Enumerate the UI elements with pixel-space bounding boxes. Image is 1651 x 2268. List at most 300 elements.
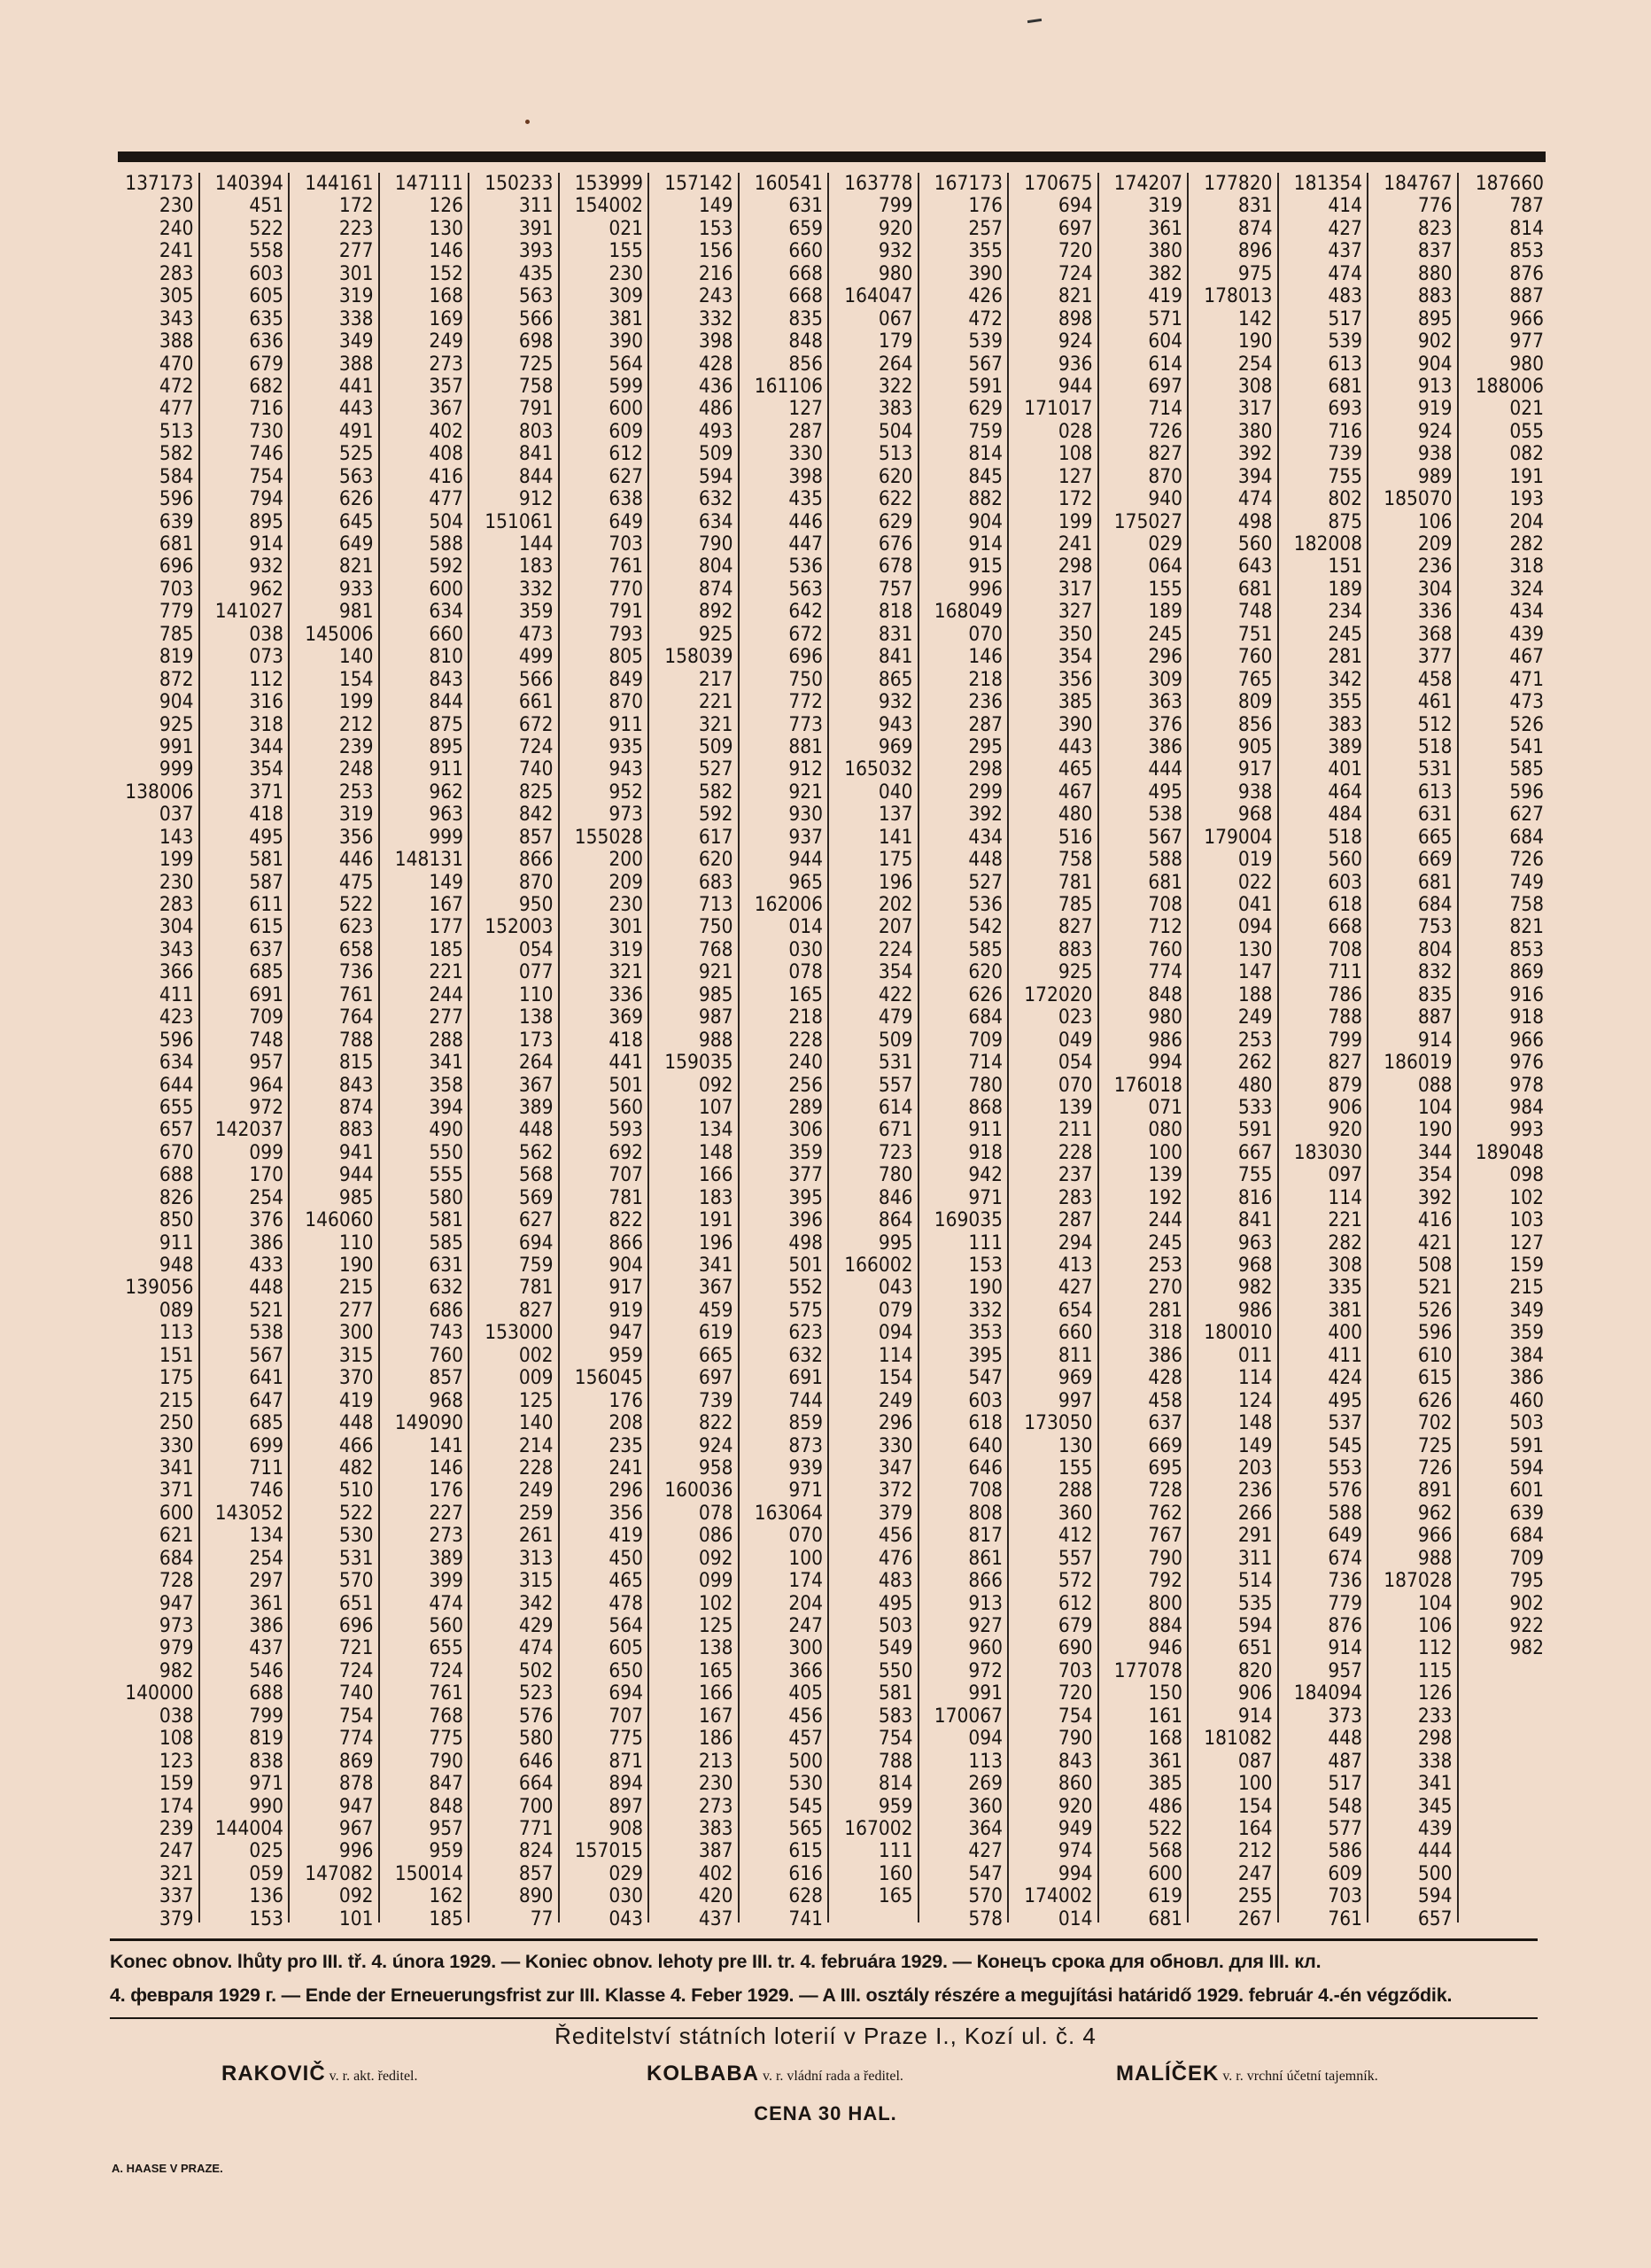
number-column <box>560 172 650 1930</box>
ticket-number: 433 <box>249 1254 283 1277</box>
ticket-number: 386 <box>1148 1343 1182 1367</box>
ticket-number: 996 <box>338 1839 374 1863</box>
ticket-number: 288 <box>429 1028 463 1052</box>
ticket-number: 149 <box>429 870 463 894</box>
ticket-number: 291 <box>1237 1524 1273 1548</box>
ticket-number: 475 <box>338 870 374 894</box>
ticket-number: 582 <box>698 780 733 804</box>
ticket-number: 233 <box>1417 1704 1453 1728</box>
ticket-number: 894 <box>608 1772 643 1796</box>
ticket-number: 811 <box>1058 1343 1093 1367</box>
ticket-number: 696 <box>788 645 823 669</box>
ticket-number: 665 <box>698 1343 733 1367</box>
ticket-number: 190 <box>338 1254 374 1277</box>
ticket-number: 660 <box>788 239 823 263</box>
ticket-number: 716 <box>1328 419 1362 443</box>
ticket-number: 389 <box>1328 734 1362 758</box>
ticket-number: 451 <box>249 194 283 218</box>
ticket-number: 605 <box>249 284 283 308</box>
ticket-number: 547 <box>968 1861 1003 1885</box>
ticket-number: 779 <box>1328 1591 1362 1615</box>
ticket-number: 184767 <box>1384 172 1453 195</box>
ticket-number: 654 <box>1058 1298 1093 1322</box>
ticket-number: 918 <box>968 1140 1003 1164</box>
ticket-number: 059 <box>249 1861 283 1885</box>
ticket-number: 338 <box>338 307 374 330</box>
number-column <box>290 172 380 1930</box>
ticket-number: 991 <box>159 734 194 758</box>
ticket-number: 185070 <box>1384 487 1453 511</box>
ticket-number: 165 <box>698 1658 733 1682</box>
ticket-number: 958 <box>698 1456 733 1480</box>
ticket-number: 599 <box>608 374 643 398</box>
ticket-number: 676 <box>878 532 913 555</box>
ticket-number: 972 <box>968 1658 1003 1682</box>
ticket-number: 153999 <box>574 172 643 195</box>
ticket-number: 224 <box>878 937 913 961</box>
ticket-number: 525 <box>338 442 374 466</box>
ticket-number: 545 <box>1328 1433 1362 1457</box>
ticket-number: 887 <box>1509 284 1544 308</box>
ticket-number: 914 <box>249 532 283 555</box>
signatory-title: v. r. vládní rada a ředitel. <box>763 2069 903 2084</box>
ticket-number: 170067 <box>934 1704 1003 1728</box>
ticket-number: 356 <box>338 825 374 849</box>
ticket-number: 283 <box>159 893 194 916</box>
ticket-number: 972 <box>249 1095 283 1119</box>
ticket-number: 77 <box>530 1907 554 1930</box>
ticket-number: 835 <box>1417 983 1453 1006</box>
ticket-number: 428 <box>698 352 733 376</box>
ticket-number: 025 <box>249 1839 283 1863</box>
ticket-number: 172 <box>1058 487 1093 511</box>
ticket-number: 175027 <box>1113 509 1182 533</box>
ticket-number: 148 <box>698 1140 733 1164</box>
ticket-number: 100 <box>1237 1772 1273 1796</box>
number-column <box>110 172 200 1930</box>
ticket-number: 283 <box>159 261 194 285</box>
ticket-number: 029 <box>608 1861 643 1885</box>
ticket-number: 639 <box>1509 1501 1544 1525</box>
ticket-number: 790 <box>698 532 733 555</box>
ticket-number: 870 <box>1148 464 1182 488</box>
ticket-number: 615 <box>1417 1366 1453 1390</box>
ticket-number: 643 <box>1237 555 1273 579</box>
ticket-number: 835 <box>788 307 823 330</box>
ticket-number: 023 <box>1058 1006 1093 1029</box>
ticket-number: 919 <box>1417 397 1453 421</box>
ticket-number: 330 <box>159 1433 194 1457</box>
ticket-number: 724 <box>1058 261 1093 285</box>
ticket-number: 355 <box>968 239 1003 263</box>
ticket-number: 636 <box>249 330 283 353</box>
ticket-number: 918 <box>1509 1006 1544 1029</box>
ticket-number: 728 <box>159 1569 194 1593</box>
ticket-number: 639 <box>159 509 194 533</box>
ticket-number: 394 <box>429 1095 463 1119</box>
ticket-number: 301 <box>338 261 374 285</box>
ticket-number: 152 <box>429 261 463 285</box>
ticket-number: 927 <box>968 1614 1003 1637</box>
ticket-number: 604 <box>1148 330 1182 353</box>
ticket-number: 509 <box>698 442 733 466</box>
ticket-number: 650 <box>608 1658 643 1682</box>
ticket-number: 199 <box>1058 509 1093 533</box>
ticket-number: 966 <box>1509 1028 1544 1052</box>
ticket-number: 523 <box>518 1682 554 1705</box>
ticket-number: 988 <box>698 1028 733 1052</box>
ticket-number: 387 <box>698 1839 733 1863</box>
ticket-number: 395 <box>788 1185 823 1209</box>
ticket-number: 161 <box>1148 1704 1182 1728</box>
ticket-number: 980 <box>1509 352 1544 376</box>
ticket-number: 700 <box>518 1794 554 1818</box>
ticket-number: 912 <box>518 487 554 511</box>
ticket-number: 632 <box>698 487 733 511</box>
ticket-number: 517 <box>1328 307 1362 330</box>
ticket-number: 394 <box>1237 464 1273 488</box>
ticket-number: 474 <box>1237 487 1273 511</box>
ticket-number: 869 <box>1509 960 1544 984</box>
ticket-number: 165 <box>878 1884 913 1908</box>
ticket-number: 774 <box>1148 960 1182 984</box>
ticket-number: 866 <box>968 1569 1003 1593</box>
ticket-number: 914 <box>1237 1704 1273 1728</box>
ticket-number: 168 <box>1148 1727 1182 1751</box>
ticket-number: 596 <box>1417 1321 1453 1345</box>
ticket-number: 947 <box>608 1321 643 1345</box>
ticket-number: 516 <box>1058 825 1093 849</box>
ticket-number: 079 <box>878 1298 913 1322</box>
ticket-number: 176 <box>429 1479 463 1503</box>
ticket-number: 513 <box>159 419 194 443</box>
ticket-number: 521 <box>249 1298 283 1322</box>
ticket-number: 448 <box>968 848 1003 872</box>
ticket-number: 613 <box>1417 780 1453 804</box>
ticket-number: 088 <box>1417 1073 1453 1097</box>
ticket-number: 115 <box>1417 1658 1453 1682</box>
ticket-number: 183030 <box>1293 1140 1362 1164</box>
ticket-number: 388 <box>159 330 194 353</box>
ticket-number: 139 <box>1058 1095 1093 1119</box>
ticket-number: 984 <box>1509 1095 1544 1119</box>
ticket-number: 799 <box>878 194 913 218</box>
ticket-number: 982 <box>159 1658 194 1682</box>
ticket-number: 299 <box>968 780 1003 804</box>
ticket-number: 412 <box>1058 1524 1093 1548</box>
ticket-number: 273 <box>429 352 463 376</box>
ticket-number: 153 <box>698 216 733 240</box>
ticket-number: 827 <box>1058 915 1093 939</box>
ticket-number: 647 <box>249 1388 283 1412</box>
ticket-number: 920 <box>1058 1794 1093 1818</box>
ticket-number: 646 <box>518 1749 554 1773</box>
ticket-number: 187660 <box>1475 172 1544 195</box>
ticket-number: 521 <box>1417 1276 1453 1300</box>
ticket-number: 113 <box>159 1321 194 1345</box>
ticket-number: 223 <box>338 216 374 240</box>
ticket-number: 553 <box>1328 1456 1362 1480</box>
ticket-number: 716 <box>249 397 283 421</box>
ticket-number: 632 <box>429 1276 463 1300</box>
ticket-number: 245 <box>1148 622 1182 646</box>
ticket-number: 980 <box>878 261 913 285</box>
ticket-number: 593 <box>608 1118 643 1142</box>
signatory-name: MALÍČEK <box>1116 2062 1220 2085</box>
ticket-number: 938 <box>1237 780 1273 804</box>
ticket-number: 080 <box>1148 1118 1182 1142</box>
ticket-number: 269 <box>968 1772 1003 1796</box>
ticket-number: 473 <box>1509 690 1544 714</box>
ticket-number: 311 <box>1237 1546 1273 1570</box>
ticket-number: 377 <box>1417 645 1453 669</box>
ticket-number: 355 <box>1328 690 1362 714</box>
ticket-number: 189 <box>1328 577 1362 601</box>
ticket-number: 614 <box>1148 352 1182 376</box>
ticket-number: 243 <box>698 284 733 308</box>
ticket-number: 386 <box>249 1614 283 1637</box>
ticket-number: 037 <box>159 803 194 827</box>
ticket-number: 354 <box>878 960 913 984</box>
ticket-number: 465 <box>608 1569 643 1593</box>
ticket-number: 997 <box>1058 1388 1093 1412</box>
ticket-number: 446 <box>788 509 823 533</box>
ticket-number: 690 <box>1058 1636 1093 1660</box>
ticket-number: 669 <box>1148 1433 1182 1457</box>
ticket-number: 078 <box>698 1501 733 1525</box>
ticket-number: 578 <box>968 1907 1003 1930</box>
ticket-number: 319 <box>338 284 374 308</box>
ticket-number: 822 <box>698 1411 733 1435</box>
ticket-number: 230 <box>608 261 643 285</box>
ticket-number: 793 <box>608 622 643 646</box>
ticket-number: 848 <box>788 330 823 353</box>
ticket-number: 174 <box>159 1794 194 1818</box>
ticket-number: 067 <box>878 307 913 330</box>
ticket-number: 360 <box>1058 1501 1093 1525</box>
ticket-number: 600 <box>429 577 463 601</box>
ticket-number: 612 <box>1058 1591 1093 1615</box>
ticket-number: 248 <box>338 757 374 781</box>
ticket-number: 330 <box>788 442 823 466</box>
ticket-number: 448 <box>1328 1727 1362 1751</box>
ticket-number: 987 <box>698 1006 733 1029</box>
ticket-number: 308 <box>1237 374 1273 398</box>
ticket-number: 938 <box>1417 442 1453 466</box>
ticket-number: 847 <box>429 1772 463 1796</box>
ticket-number: 137173 <box>125 172 194 195</box>
ticket-number: 913 <box>968 1591 1003 1615</box>
ticket-number: 358 <box>429 1073 463 1097</box>
ticket-number: 166 <box>698 1682 733 1705</box>
ticket-number: 645 <box>338 509 374 533</box>
ticket-number: 805 <box>608 645 643 669</box>
ticket-number: 882 <box>968 487 1003 511</box>
ticket-number: 876 <box>1328 1614 1362 1637</box>
ticket-number: 881 <box>788 734 823 758</box>
ticket-number: 822 <box>608 1208 643 1232</box>
number-column <box>1009 172 1099 1930</box>
ticket-number: 236 <box>1237 1479 1273 1503</box>
ticket-number: 155 <box>1148 577 1182 601</box>
ticket-number: 221 <box>698 690 733 714</box>
ticket-number: 247 <box>1237 1861 1273 1885</box>
ticket-number: 108 <box>1058 442 1093 466</box>
ticket-number: 499 <box>518 645 554 669</box>
ticket-number: 913 <box>1417 374 1453 398</box>
ticket-number: 790 <box>1148 1546 1182 1570</box>
ticket-number: 592 <box>429 555 463 579</box>
ticket-number: 596 <box>1509 780 1544 804</box>
ticket-number: 149 <box>698 194 733 218</box>
ticket-number: 146 <box>429 239 463 263</box>
number-column <box>200 172 291 1930</box>
ticket-number: 041 <box>1237 893 1273 916</box>
ticket-number: 800 <box>1148 1591 1182 1615</box>
ticket-number: 563 <box>518 284 554 308</box>
ticket-number: 245 <box>1328 622 1362 646</box>
ticket-number: 360 <box>968 1794 1003 1818</box>
ticket-number: 799 <box>249 1704 283 1728</box>
ticket-number: 779 <box>159 600 194 624</box>
ticket-number: 259 <box>518 1501 554 1525</box>
ticket-number: 363 <box>1148 690 1182 714</box>
ticket-number: 915 <box>968 555 1003 579</box>
ticket-number: 967 <box>338 1816 374 1840</box>
ticket-number: 591 <box>1509 1433 1544 1457</box>
ticket-number: 522 <box>249 216 283 240</box>
ticket-number: 094 <box>968 1727 1003 1751</box>
ticket-number: 948 <box>159 1254 194 1277</box>
ticket-number: 216 <box>698 261 733 285</box>
ticket-number: 575 <box>788 1298 823 1322</box>
ticket-number: 315 <box>518 1569 554 1593</box>
ticket-number: 510 <box>338 1479 374 1503</box>
ticket-number: 106 <box>1417 509 1453 533</box>
ticket-number: 703 <box>159 577 194 601</box>
ticket-number: 261 <box>518 1524 554 1548</box>
ticket-number: 460 <box>1509 1388 1544 1412</box>
ticket-number: 721 <box>338 1636 374 1660</box>
ticket-number: 691 <box>249 983 283 1006</box>
ticket-number: 906 <box>1237 1682 1273 1705</box>
ticket-number: 517 <box>1328 1772 1362 1796</box>
ticket-number: 014 <box>1058 1907 1093 1930</box>
ticket-number: 287 <box>788 419 823 443</box>
ticket-number: 533 <box>1237 1095 1273 1119</box>
ticket-number: 781 <box>1058 870 1093 894</box>
ticket-number: 963 <box>429 803 463 827</box>
ticket-number: 634 <box>698 509 733 533</box>
ticket-number: 209 <box>1417 532 1453 555</box>
ticket-number: 974 <box>1058 1839 1093 1863</box>
ticket-number: 495 <box>1328 1388 1362 1412</box>
ticket-number: 283 <box>1058 1185 1093 1209</box>
ticket-number: 660 <box>429 622 463 646</box>
ticket-number: 966 <box>1417 1524 1453 1548</box>
ticket-number: 555 <box>429 1163 463 1187</box>
ticket-number: 920 <box>878 216 913 240</box>
ticket-number: 130 <box>1237 937 1273 961</box>
ticket-number: 640 <box>968 1433 1003 1457</box>
ticket-number: 585 <box>429 1231 463 1254</box>
ticket-number: 257 <box>968 216 1003 240</box>
ticket-number: 943 <box>608 757 643 781</box>
ticket-number: 916 <box>1509 983 1544 1006</box>
ticket-number: 390 <box>608 330 643 353</box>
ticket-number: 990 <box>249 1794 283 1818</box>
ticket-number: 174002 <box>1024 1884 1093 1908</box>
ticket-number: 581 <box>429 1208 463 1232</box>
ticket-number: 567 <box>968 352 1003 376</box>
ticket-number: 536 <box>968 893 1003 916</box>
ticket-number: 441 <box>608 1051 643 1075</box>
ticket-number: 168049 <box>934 600 1003 624</box>
price: CENA 30 HAL. <box>754 2102 897 2124</box>
ticket-number: 236 <box>1417 555 1453 579</box>
ticket-number: 571 <box>1148 307 1182 330</box>
ticket-number: 539 <box>1328 330 1362 353</box>
ticket-number: 634 <box>159 1051 194 1075</box>
ticket-number: 562 <box>518 1140 554 1164</box>
ticket-number: 668 <box>1328 915 1362 939</box>
ticket-number: 538 <box>1148 803 1182 827</box>
ticket-number: 151 <box>159 1343 194 1367</box>
ticket-number: 694 <box>1058 194 1093 218</box>
ticket-number: 191 <box>1509 464 1544 488</box>
ticket-number: 943 <box>878 712 913 736</box>
ticket-number: 383 <box>698 1816 733 1840</box>
ticket-number: 474 <box>1328 261 1362 285</box>
ticket-number: 557 <box>878 1073 913 1097</box>
ticket-number: 183 <box>698 1185 733 1209</box>
ticket-number: 614 <box>878 1095 913 1119</box>
ticket-number: 241 <box>159 239 194 263</box>
ticket-number: 751 <box>1237 622 1273 646</box>
ticket-number: 740 <box>338 1682 374 1705</box>
ticket-number: 319 <box>1148 194 1182 218</box>
ticket-number: 937 <box>788 825 823 849</box>
ticket-number: 768 <box>698 937 733 961</box>
ticket-number: 581 <box>249 848 283 872</box>
ticket-number: 921 <box>788 780 823 804</box>
ticket-number: 244 <box>1148 1208 1182 1232</box>
ticket-number: 389 <box>429 1546 463 1570</box>
ticket-number: 401 <box>1328 757 1362 781</box>
ticket-number: 914 <box>968 532 1003 555</box>
ticket-number: 022 <box>1237 870 1273 894</box>
ticket-number: 163064 <box>754 1501 823 1525</box>
ticket-number: 684 <box>1417 893 1453 916</box>
ticket-number: 304 <box>159 915 194 939</box>
ticket-number: 477 <box>429 487 463 511</box>
ticket-number: 971 <box>249 1772 283 1796</box>
ticket-number: 646 <box>968 1456 1003 1480</box>
ticket-number: 189 <box>1148 600 1182 624</box>
ticket-number: 386 <box>249 1231 283 1254</box>
ticket-number: 875 <box>429 712 463 736</box>
signatory-kolbaba <box>647 2062 903 2086</box>
ticket-number: 707 <box>608 1704 643 1728</box>
ticket-number: 692 <box>608 1140 643 1164</box>
ticket-number: 159 <box>159 1772 194 1796</box>
ticket-number: 681 <box>1417 870 1453 894</box>
ticket-number: 395 <box>968 1343 1003 1367</box>
ticket-number: 330 <box>878 1433 913 1457</box>
ticket-number: 196 <box>878 870 913 894</box>
ticket-number: 758 <box>518 374 554 398</box>
number-column <box>1368 172 1459 1930</box>
